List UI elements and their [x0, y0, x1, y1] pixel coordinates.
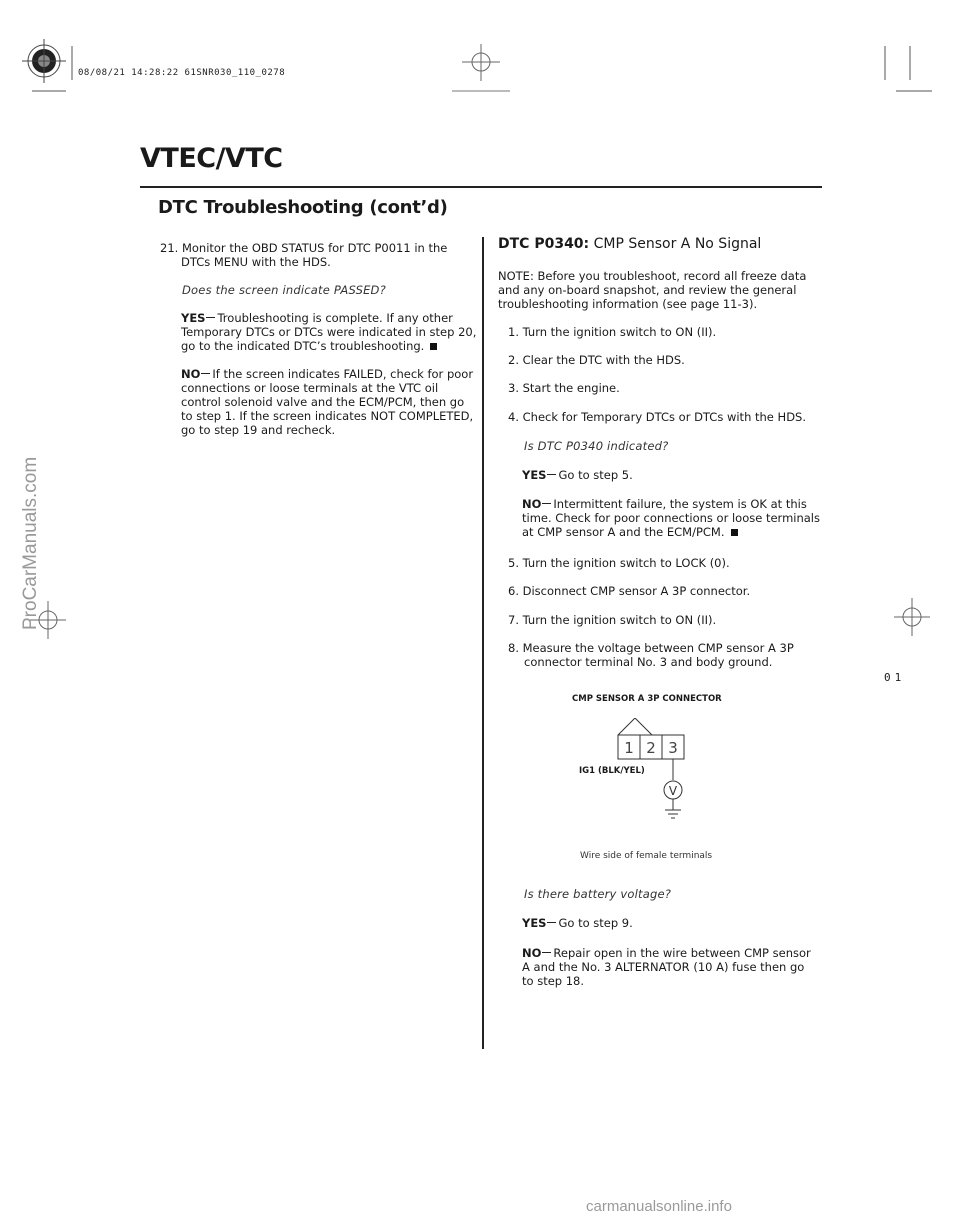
dtc-heading: [498, 236, 761, 252]
dash: [542, 503, 551, 504]
bottom-watermark: carmanualsonline.info: [586, 1198, 732, 1215]
step-21-line-1: 21. Monitor the OBD STATUS for DTC P0011 in the: [160, 241, 448, 255]
no-text-line: If the screen indicates FAILED, check for poor: [212, 367, 474, 381]
no-answer-1: [522, 497, 807, 511]
step-21-line-2: DTCs MENU with the HDS.: [181, 255, 331, 269]
yes-label: YES: [181, 311, 206, 325]
note-line: NOTE: Before you troubleshoot, record all freeze data: [498, 269, 807, 283]
connector-title: CMP SENSOR A 3P CONNECTOR: [572, 694, 722, 704]
terminal-2: 2: [646, 739, 656, 757]
yes-text-line: Troubleshooting is complete. If any other: [217, 311, 453, 325]
no-text-line: Intermittent failure, the system is OK at this: [553, 497, 807, 511]
step-7: 7. Turn the ignition switch to ON (II).: [508, 613, 717, 627]
step-4: 4. Check for Temporary DTCs or DTCs with the HDS.: [508, 410, 807, 424]
meter-symbol: V: [668, 784, 678, 798]
step-6: 6. Disconnect CMP sensor A 3P connector.: [508, 584, 751, 598]
dtc-name: CMP Sensor A No Signal: [589, 236, 762, 252]
no-text-line-end: [522, 525, 738, 539]
yes-label: YES: [522, 468, 547, 482]
crosshair-icon: [462, 44, 500, 81]
crosshair-icon: [894, 598, 930, 636]
no-text-line: connections or loose terminals at the VTC oil: [181, 381, 439, 395]
dash: [547, 474, 556, 475]
no-text-line: at CMP sensor A and the ECM/PCM.: [522, 525, 725, 539]
step-3: 3. Start the engine.: [508, 381, 620, 395]
no-text-line: control solenoid valve and the ECM/PCM, then go: [181, 395, 465, 409]
no-label: NO: [181, 367, 201, 381]
no-label: NO: [522, 497, 542, 511]
note-line: troubleshooting information (see page 11-3).: [498, 297, 758, 311]
end-mark-icon: [430, 343, 437, 350]
title-rule: [140, 186, 822, 188]
dash: [547, 922, 556, 923]
no-label: NO: [522, 946, 542, 960]
terminal-1: 1: [624, 739, 634, 757]
section-subtitle: DTC Troubleshooting (cont’d): [158, 197, 448, 218]
no-text-line: A and the No. 3 ALTERNATOR (10 A) fuse then go: [522, 960, 805, 974]
step-8-line-1: 8. Measure the voltage between CMP sensor A 3P: [508, 641, 794, 655]
question-battery-voltage: Is there battery voltage?: [524, 887, 672, 901]
voltmeter-icon: [664, 781, 682, 799]
end-mark-icon: [731, 529, 738, 536]
column-divider: [482, 237, 484, 1049]
step-8-line-2: connector terminal No. 3 and body ground.: [524, 655, 773, 669]
note-line: and any on-board snapshot, and review the general: [498, 283, 797, 297]
yes-answer-1: [522, 468, 633, 482]
no-text-line: time. Check for poor connections or loose terminals: [522, 511, 820, 525]
yes-label: YES: [522, 916, 547, 930]
side-watermark: ProCarManuals.com: [20, 456, 41, 630]
no-text-line: to step 18.: [522, 974, 585, 988]
ground-icon: [665, 810, 681, 818]
no-text-line: go to step 19 and recheck.: [181, 423, 336, 437]
question-dtc-indicated: Is DTC P0340 indicated?: [524, 439, 669, 453]
yes-text-line: Temporary DTCs or DTCs were indicated in step 20,: [181, 325, 477, 339]
dash: [542, 952, 551, 953]
yes-text-line: go to the indicated DTC’s troubleshooting.: [181, 339, 425, 353]
crop-target-icon: [22, 39, 66, 83]
step-2: 2. Clear the DTC with the HDS.: [508, 353, 685, 367]
step-1: 1. Turn the ignition switch to ON (II).: [508, 325, 717, 339]
yes-answer: [181, 311, 453, 325]
dash: [206, 317, 215, 318]
wire-label: IG1 (BLK/YEL): [579, 766, 645, 776]
page-title: VTEC/VTC: [140, 143, 283, 174]
dash: [201, 373, 210, 374]
no-answer-2: [522, 946, 811, 960]
dtc-code: DTC P0340:: [498, 236, 590, 252]
yes-answer-2: [522, 916, 633, 930]
yes-text-line-end: [181, 339, 437, 353]
no-text-line: Repair open in the wire between CMP sensor: [553, 946, 811, 960]
terminal-3: 3: [668, 739, 678, 757]
step-5: 5. Turn the ignition switch to LOCK (0).: [508, 556, 730, 570]
yes-text: Go to step 9.: [558, 916, 633, 930]
yes-text: Go to step 5.: [558, 468, 633, 482]
question-passed: Does the screen indicate PASSED?: [182, 283, 386, 297]
no-answer: [181, 367, 473, 381]
page-number: 01: [884, 671, 906, 684]
wire-side-caption: Wire side of female terminals: [580, 851, 713, 861]
no-text-line: to step 1. If the screen indicates NOT COMPLETED,: [181, 409, 474, 423]
print-timestamp: 08/08/21 14:28:22 61SNR030_110_0278: [78, 68, 286, 78]
